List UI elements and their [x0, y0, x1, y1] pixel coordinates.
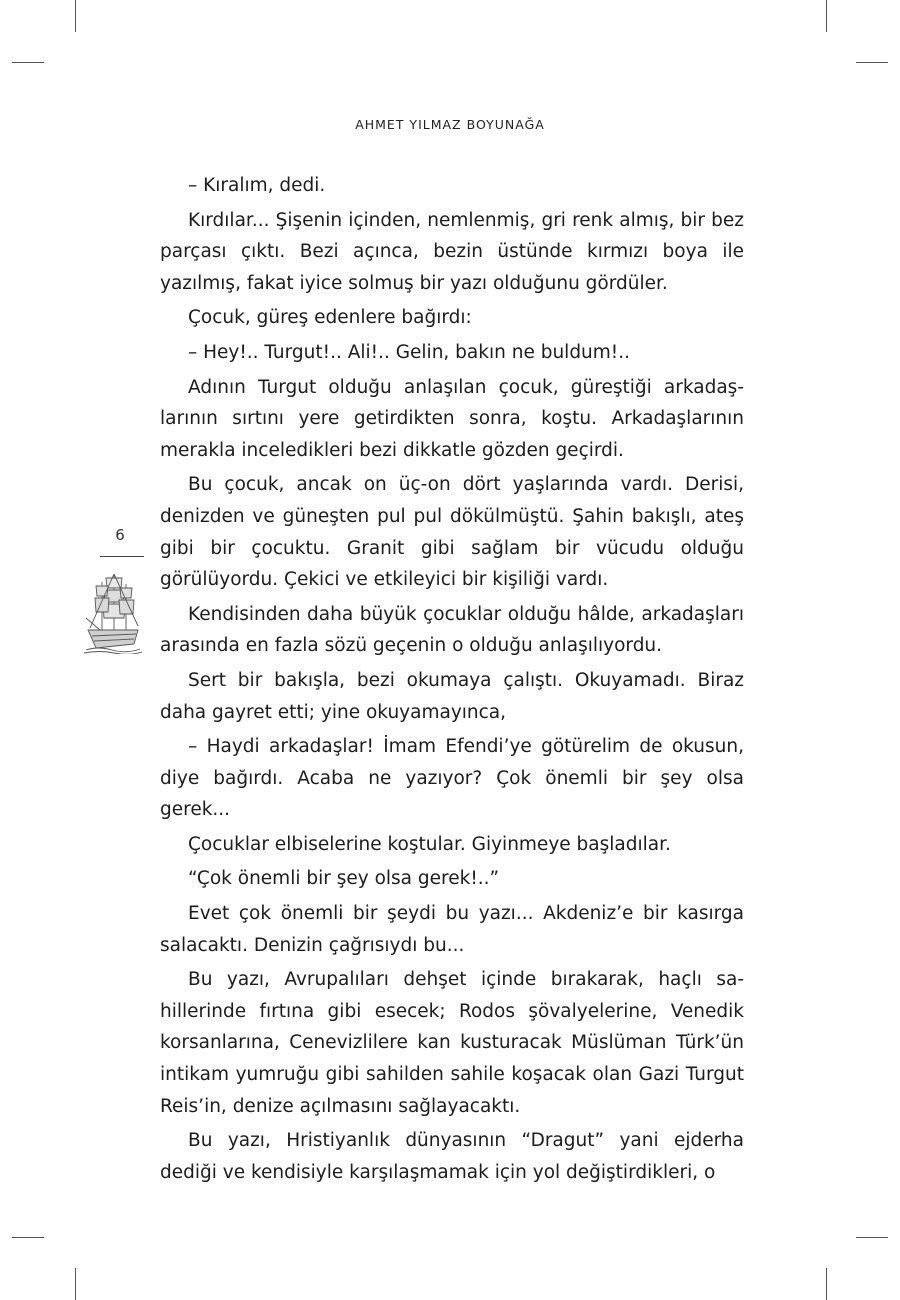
paragraph-6: Bu çocuk, ancak on üç-on dört yaşlarında vardı. Derisi, denizden ve güneşten pul pul dökülmüştü. Şahin bakışlı, ateş gibi bir çocuktu. Granit gibi sağlam bir vücudu olduğu görülüyordu. Çekici ve etkileyici bir kişiliği vardı. [160, 474, 744, 591]
paragraph-13: Bu yazı, Avrupalıları dehşet içinde bırakarak, haçlı sahillerinde fırtına gibi esecek; Rodos şövalyelerine, Venedik korsanlarına, Cenevizlilere kan kusturacak Müslüman Türk’ün intikam yumruğu gibi sahilden sahile koşacak olan Gazi Turgut Reis’in, denize açılmasını sağlayacaktı. [160, 969, 744, 1117]
crop-mark-top-right [826, 0, 827, 32]
crop-mark-left-bottom [12, 1237, 44, 1238]
paragraph-4: – Hey!.. Turgut!.. Ali!.. Gelin, bakın ne buldum!.. [188, 341, 630, 363]
crop-mark-left-top [12, 62, 44, 63]
paragraph-9: – Haydi arkadaşlar! İmam Efendi’ye götürelim de okusun, diye bağırdı. Acaba ne yazıyor? Çok önemli bir şey olsa gerek... [160, 736, 744, 821]
paragraph-3: Çocuk, güreş edenlere bağırdı: [188, 307, 472, 329]
paragraph-8: Sert bir bakışla, bezi okumaya çalıştı. Okuyamadı. Biraz daha gayret etti; yine okuyamayınca, [160, 669, 744, 723]
crop-mark-right-top [856, 62, 888, 63]
paragraph-12: Evet çok önemli bir şeydi bu yazı... Akdeniz’e bir kasırga salacaktı. Denizin çağrısıydı bu... [160, 903, 744, 956]
paragraph-5: Adının Turgut olduğu anlaşılan çocuk, güreştiği arkadaşlarının sırtını yere getirdikten sonra, koştu. Arkadaşlarının merakla inceledikleri bezi dikkatle gözden geçirdi. [160, 376, 744, 461]
page-number: 6 [115, 526, 125, 544]
crop-mark-right-bottom [856, 1237, 888, 1238]
paragraph-7: Kendisinden daha büyük çocuklar olduğu hâlde, arkadaşları arasında en fazla sözü geçenin o olduğu anlaşılıyordu. [160, 603, 744, 657]
paragraph-11: “Çok önemli bir şey olsa gerek!..” [188, 868, 500, 890]
crop-mark-top-left [75, 0, 76, 32]
paragraph-10: Çocuklar elbiselerine koştular. Giyinmeye başladılar. [188, 833, 671, 855]
running-header: AHMET YILMAZ BOYUNAĞA [355, 117, 545, 132]
crop-mark-bottom-right [826, 1268, 827, 1300]
margin-rule [100, 556, 144, 557]
paragraph-14: Bu yazı, Hristiyanlık dünyasının “Dragut” yani ejderha dediği ve kendisiyle karşılaşmamak için yol değiştirdikleri, o [160, 1130, 744, 1183]
paragraph-2: Kırdılar... Şişenin içinden, nemlenmiş, gri renk almış, bir bez parçası çıktı. Bezi açınca, bezin üstünde kırmızı boya ile yazılmış, fakat iyice solmuş bir yazı olduğunu gördüler. [160, 209, 744, 294]
sailing-ship-icon [84, 568, 142, 654]
paragraph-1: – Kıralım, dedi. [188, 175, 326, 196]
crop-mark-bottom-left [75, 1268, 76, 1300]
body-text [160, 170, 744, 1191]
